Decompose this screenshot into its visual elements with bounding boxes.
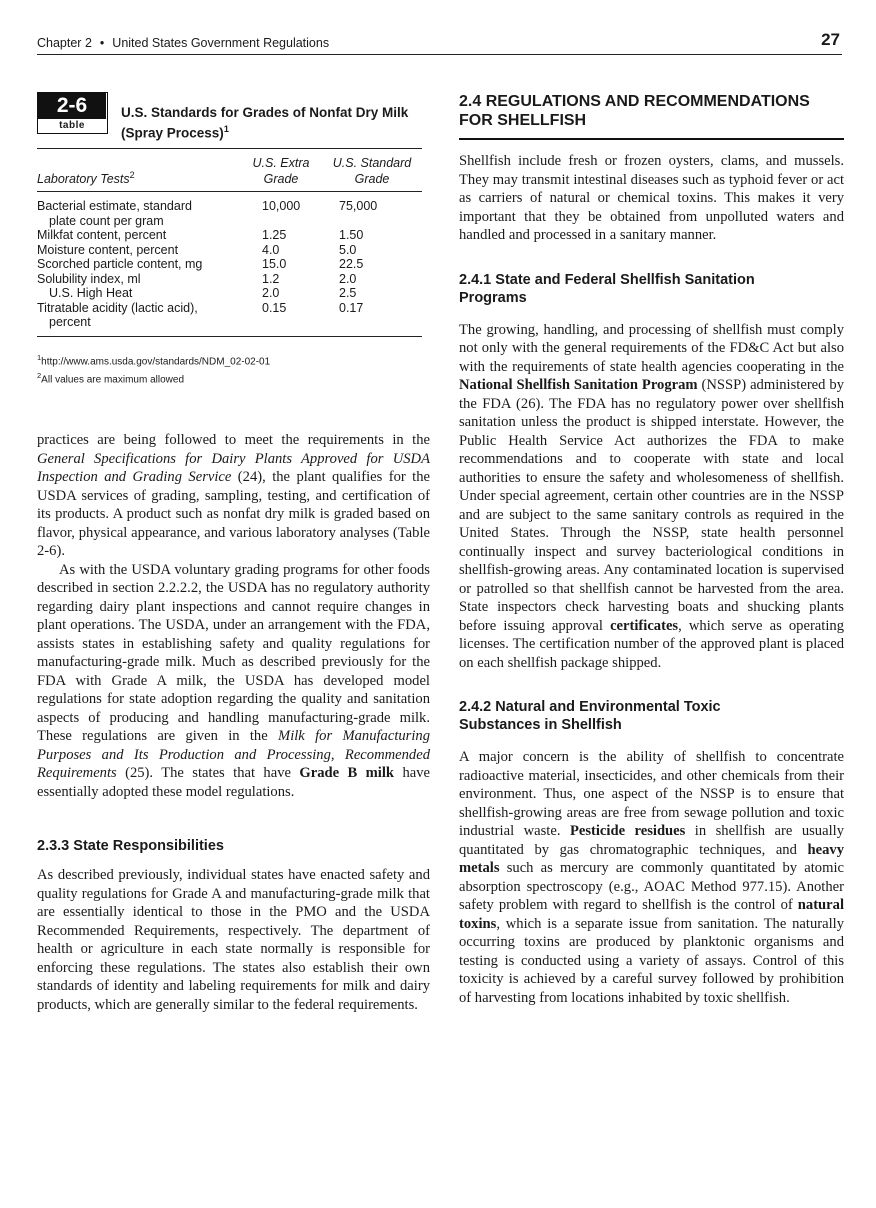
row-test-name-text: U.S. High Heat <box>49 286 133 300</box>
row-standard-grade-value: 1.50 <box>339 228 364 242</box>
row-test-name-continuation: plate count per gram <box>49 213 164 228</box>
rpara3-text-d: , which is a separate issue from sanitation. The naturally occurring toxins are produced by planktonic organisms and testing is conducted using a variety of assays. Control of this toxicity is achieved by a careful survey followed by prohibition of harvesting from locations inhabited by toxic shellfish. <box>459 915 844 1006</box>
row-standard-grade-value: 75,000 <box>339 199 378 213</box>
para2-bold-term: Grade B milk <box>299 765 395 782</box>
table-title <box>121 104 421 142</box>
row-test-name <box>37 286 240 301</box>
chapter-title: United States Government Regulations <box>112 36 330 50</box>
row-test-name-continuation: percent <box>49 315 91 329</box>
rpara2-text-a: The growing, handling, and processing of shellfish must comply not only with the general requirements of the FD&C Act but also with the requirements of state health agencies cooperating in the <box>459 321 844 375</box>
table-header <box>37 92 430 144</box>
heading-2-3-3: 2.3.3 State Responsibilities <box>37 838 224 855</box>
table-badge-number: 2-6 <box>38 93 106 119</box>
chapter-label <box>37 36 329 50</box>
col-header-lab-text: Laboratory Tests <box>37 172 130 186</box>
footnote-2 <box>37 369 430 387</box>
row-extra-grade-value: 2.0 <box>262 286 280 300</box>
rpara2-text-b: (NSSP) administered by the FDA (26). The FDA has no regulatory power over shellfish sanitation unless the product is shipped interstate. However, the Public Health Service Act authorizes the FDA to make recommendations and to cooperate with state and local authorities to ensure the safety and wholesomeness of shellfish. Under special agreement, certain other countries are in the NSSP and are subject to the same sanitary controls as required in the United States. Through the NSSP, state health personnel continually inspect and survey bacteriological conditions in shellfish-growing areas. Any contaminated location is supervised or patrolled so that shellfish cannot be harvested from the area. State inspectors check harvesting boats and shucking plants before issuing approval <box>459 377 844 634</box>
col-header-extra-line2: Grade <box>263 172 299 186</box>
row-test-name-text: Bacterial estimate, standard <box>37 199 192 213</box>
running-header <box>37 28 842 55</box>
col-header-extra-line1: U.S. Extra <box>252 156 310 170</box>
table-row <box>37 228 422 243</box>
row-test-name-text: Moisture content, percent <box>37 242 179 257</box>
table-row <box>37 243 422 258</box>
right-column <box>459 92 844 1007</box>
col-header-std-line1: U.S. Standard <box>332 156 412 170</box>
table-footnotes <box>37 351 430 388</box>
header-bullet: • <box>99 36 105 50</box>
row-test-name <box>37 272 240 287</box>
rpara3-bold-pesticide: Pesticide residues <box>569 823 686 839</box>
left-column <box>37 92 430 1014</box>
para1-text-a: practices are being followed to meet the requirements in the <box>37 432 430 449</box>
table-row <box>37 286 422 301</box>
para2-text-c: have essentially adopted these model regulations. <box>37 765 431 800</box>
col-header-extra-grade <box>240 149 322 192</box>
para2-italic-title: Milk for Manufacturing Purposes and Its Production and Processing, Recommended Requirements <box>37 728 430 782</box>
para2-text-a: As with the USDA voluntary grading programs for other foods described in section 2.2.2.2, the USDA has no regulatory authority regarding dairy plant inspections and cannot require changes in plant operations. The USDA, under an arrangement with the FDA, assists states in establishing safety and quality regulations for manufacturing-grade milk. Much as described previously for the FDA with Grade A milk, the USDA has developed model regulations for state adoption regarding the quality and sanitation aspects of producing and handling manufacturing-grade milk. These regulations are given in the <box>37 561 430 745</box>
table-body <box>37 192 422 337</box>
row-test-name <box>37 228 240 243</box>
page-number: 27 <box>821 30 840 49</box>
heading-2-4: 2.4 REGULATIONS AND RECOMMENDATIONS FOR SHELLFISH <box>459 92 844 140</box>
table-title-footnote-mark: 1 <box>223 124 229 134</box>
rpara3-text-c: such as mercury are commonly quantitated by atomic absorption spectroscopy (e.g., AOAC Method 977.15). Another safety problem with regard to shellfish is the control of <box>459 860 844 913</box>
table-header-row <box>37 149 422 192</box>
col-header-std-line2: Grade <box>354 172 390 186</box>
footnote-1-mark: 1 <box>37 352 42 362</box>
col-header-standard-grade <box>322 149 422 192</box>
row-standard-grade-value: 2.5 <box>339 286 357 300</box>
paragraph-state-responsibilities: As described previously, individual states have enacted safety and quality regulations for Grade A and manufacturing-grade milk that are essentially identical to those in the PMO and the USDA Recommended Requirements, respectively. The department of health or agriculture in each state normally is responsible for enforcing these regulations. The states also establish their own standards of identity and labeling requirements for milk and dairy products, which are generally similar to the federal requirements. <box>37 867 430 1013</box>
row-extra-grade-value: 1.2 <box>262 271 280 286</box>
row-standard-grade-value: 2.0 <box>339 271 357 286</box>
row-test-name <box>37 192 240 229</box>
heading-2-4-1: 2.4.1 State and Federal Shellfish Sanitation Programs <box>459 271 755 306</box>
row-extra-grade-value: 1.25 <box>262 228 287 242</box>
paragraph-sanitation-programs <box>459 321 844 673</box>
row-test-name-text: Milkfat content, percent <box>37 228 167 242</box>
col-header-lab-tests <box>37 149 240 192</box>
rpara3-text-b: in shellfish are usually quantitated by gas chromatographic techniques, and <box>459 823 844 858</box>
rpara3-text-a: A major concern is the ability of shellfish to concentrate radioactive material, insecticides, and other chemicals from their environment. Thus, one aspect of the NSSP is to ensure that shellfish-growing areas are free from sewage pollution and toxic industrial waste. <box>459 749 844 839</box>
row-extra-grade-value: 15.0 <box>262 257 287 271</box>
table-badge-label: table <box>59 120 85 131</box>
row-standard-grade-value: 0.17 <box>339 300 364 315</box>
para1-text-b: (24), the plant qualifies for the USDA services of grading, sampling, testing, and certification of its products. A product such as nonfat dry milk is graded based on flavor, physical appearance, and various laboratory analyses (Table 2-6). <box>37 469 431 560</box>
row-test-name-text: Solubility index, ml <box>37 271 141 286</box>
table-title-text: U.S. Standards for Grades of Nonfat Dry Milk (Spray Process) <box>121 105 409 141</box>
row-extra-grade-value: 10,000 <box>262 199 301 213</box>
table-row <box>37 272 422 287</box>
para2-text-b: (25). The states that have <box>116 765 300 782</box>
rpara2-bold-nssp: National Shellfish Sanitation Program <box>459 377 698 393</box>
rpara3-bold-natural-toxins: natural toxins <box>459 897 844 932</box>
para1-italic-title: General Specifications for Dairy Plants Approved for USDA Inspection and Grading Service <box>37 450 430 486</box>
row-standard-grade-value: 22.5 <box>339 257 364 271</box>
row-test-name <box>37 257 240 272</box>
footnote-1-text: http://www.ams.usda.gov/standards/NDM_02-02-01 <box>41 355 271 367</box>
chapter-number: Chapter 2 <box>37 36 92 50</box>
row-test-name <box>37 301 240 337</box>
table-badge <box>37 92 108 134</box>
paragraph-dairy-grading <box>37 431 430 561</box>
col-header-lab-sup: 2 <box>129 169 135 180</box>
rpara3-bold-heavy-metals: heavy metals <box>459 841 844 876</box>
table-row <box>37 257 422 272</box>
rpara2-text-c: , which serve as operating licenses. The certification number of the approved plant is placed on each shellfish package shipped. <box>459 617 844 671</box>
row-extra-grade-value: 0.15 <box>262 300 287 315</box>
row-standard-grade-value: 5.0 <box>339 242 357 257</box>
footnote-1 <box>37 351 430 369</box>
rpara2-bold-certificates: certificates <box>610 617 679 634</box>
paragraph-toxic-substances <box>459 748 844 1007</box>
row-test-name-text: Titratable acidity (lactic acid), <box>37 300 198 315</box>
paragraph-usda-voluntary <box>37 561 430 802</box>
footnote-2-text: All values are maximum allowed <box>41 374 185 386</box>
heading-2-4-2: 2.4.2 Natural and Environmental Toxic Substances in Shellfish <box>459 699 721 733</box>
table-row <box>37 192 422 229</box>
row-test-name-text: Scorched particle content, mg <box>37 257 203 271</box>
row-test-name <box>37 243 240 258</box>
paragraph-shellfish-intro: Shellfish include fresh or frozen oysters, clams, and mussels. They may transmit intestinal diseases such as typhoid fever or act as carriers of natural or chemical toxins. This makes it very important that they be obtained from unpolluted waters and handled and processed in a sanitary manner. <box>459 153 844 243</box>
table-row <box>37 301 422 337</box>
grades-table <box>37 148 422 337</box>
footnote-2-mark: 2 <box>37 370 42 380</box>
row-extra-grade-value: 4.0 <box>262 242 280 257</box>
